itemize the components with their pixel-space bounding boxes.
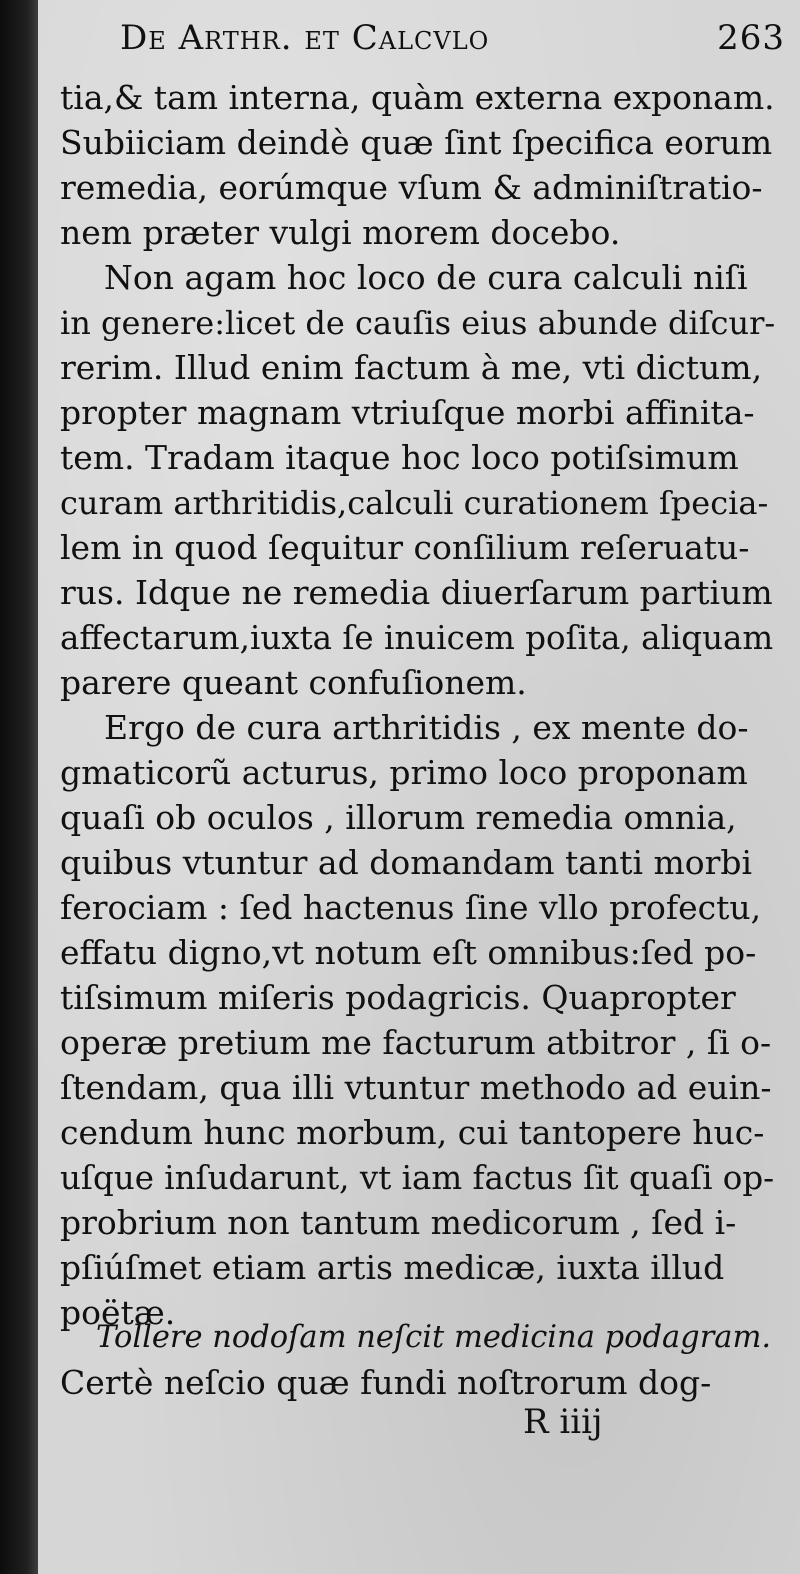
text-line: in genere:licet de cauſis eius abunde diſcur- <box>60 304 776 342</box>
text-line: Subiiciam deindè quæ ſint ſpecifica eorum <box>60 123 773 162</box>
text-line: Ergo de cura arthritidis , ex mente do- <box>104 708 749 747</box>
text-line: effatu digno,vt notum eſt omnibus:ſed po- <box>60 933 757 972</box>
text-line: tia,& tam interna, quàm externa exponam. <box>60 78 775 117</box>
text-line: cendum hunc morbum, cui tantopere huc- <box>60 1113 765 1152</box>
text-line: probrium non tantum medicorum , ſed i- <box>60 1203 737 1242</box>
text-line: quibus vtuntur ad domandam tanti morbi <box>60 843 753 882</box>
text-line: operæ pretium me facturum atbitror , ſi o- <box>60 1023 772 1062</box>
text-line: rerim. Illud enim factum à me, vti dictum, <box>60 348 763 387</box>
text-line: nem præter vulgi morem docebo. <box>60 213 621 252</box>
text-line: pſiúſmet etiam artis medicæ, iuxta illud <box>60 1248 725 1287</box>
text-line: Non agam hoc loco de cura calculi niſi <box>104 258 748 297</box>
text-line: curam arthritidis,calculi curationem ſpecia- <box>60 484 769 522</box>
text-line: tem. Tradam itaque hoc loco potiſsimum <box>60 438 739 477</box>
text-line: uſque inſudarunt, vt iam factus ſit quaſi op- <box>60 1159 775 1197</box>
text-line: lem in quod ſequitur conſilium reſeruatu- <box>60 528 750 567</box>
text-line: tiſsimum miſeris podagricis. Quapropter <box>60 978 736 1017</box>
text-line: propter magnam vtriuſque morbi affinita- <box>60 393 755 432</box>
text-line: quaſi ob oculos , illorum remedia omnia, <box>60 798 737 837</box>
book-page <box>38 0 800 1574</box>
text-line: poëtæ. <box>60 1293 176 1332</box>
text-line: remedia, eorúmque vſum & adminiſtratio- <box>60 168 763 207</box>
text-line: gmaticorũ acturus, primo loco proponam <box>60 753 748 792</box>
text-line: ferociam : ſed hactenus ſine vllo profectu, <box>60 888 762 927</box>
text-line: Certè neſcio quæ fundi noſtrorum dog- <box>60 1363 712 1402</box>
running-header <box>120 18 785 74</box>
running-title: De Arthr. et Calcvlo <box>120 18 490 58</box>
text-line: rus. Idque ne remedia diuerſarum partium <box>60 573 773 612</box>
text-line: parere queant confuſionem. <box>60 663 527 702</box>
signature-mark: R iiij <box>523 1402 603 1442</box>
text-line: ſtendam, qua illi vtuntur methodo ad euin- <box>60 1068 772 1107</box>
text-line: affectarum,iuxta ſe inuicem poſita, aliquam <box>60 619 774 657</box>
verse-quotation: Tollere nodoſam neſcit medicina podagram. <box>96 1320 772 1355</box>
page-number: 263 <box>717 18 785 58</box>
